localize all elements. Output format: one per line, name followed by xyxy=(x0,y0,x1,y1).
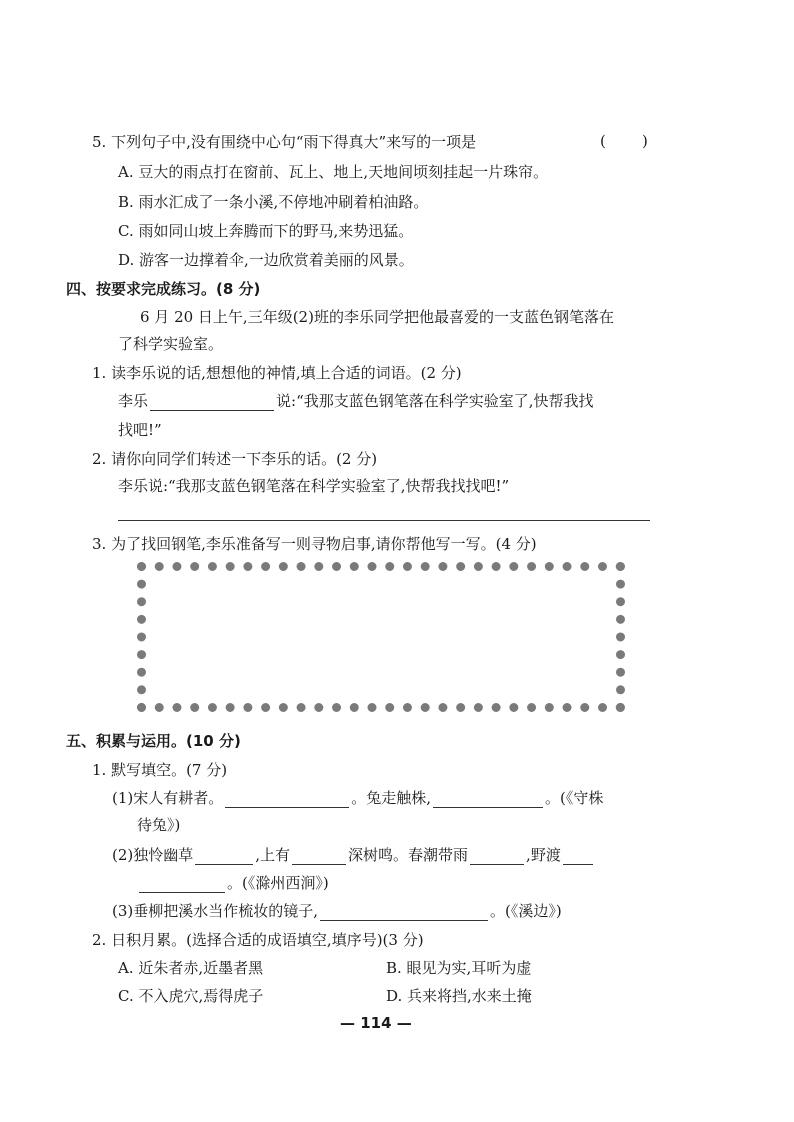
s5-q1-item2-text-d: ,野渡 xyxy=(526,846,561,864)
s5-q1-item2-text-c: 深树鸣。春潮带雨 xyxy=(348,846,469,864)
s4-q1-blank[interactable] xyxy=(150,394,274,411)
s5-q1-item3-source: 。(《溪边》) xyxy=(490,902,562,920)
s5-q2-option-c: C. 不入虎穴,焉得虎子 xyxy=(118,987,264,1005)
s5-q1-item2-blank-5[interactable] xyxy=(139,876,225,893)
q5-option-a: A. 豆大的雨点打在窗前、瓦上、地上,天地间顷刻挂起一片珠帘。 xyxy=(118,163,549,181)
s5-q2-option-a: A. 近朱者赤,近墨者黑 xyxy=(118,959,264,977)
q5-option-c: C. 雨如同山坡上奔腾而下的野马,来势迅猛。 xyxy=(118,222,414,240)
s4-q1-quote: 说:“我那支蓝色钢笔落在科学实验室了,快帮我找 xyxy=(276,392,594,410)
section-4-intro-line2: 了科学实验室。 xyxy=(118,335,224,353)
s5-q1-item1-source: 待兔》) xyxy=(137,816,181,834)
s5-q1-item1-blank-1[interactable] xyxy=(225,791,349,808)
s5-q1-item3-text-a: (3)垂柳把溪水当作梳妆的镜子, xyxy=(112,902,319,920)
s5-q2-stem: 2. 日积月累。(选择合适的成语填空,填序号)(3 分) xyxy=(92,931,424,949)
s4-q1-speaker: 李乐 xyxy=(118,392,149,410)
s5-q1-item2-source: 。(《滁州西涧》) xyxy=(227,874,329,892)
s4-q3-stem: 3. 为了找回钢笔,李乐准备写一则寻物启事,请你帮他写一写。(4 分) xyxy=(92,535,537,553)
section-4-intro-line1: 6 月 20 日上午,三年级(2)班的李乐同学把他最喜爱的一支蓝色钢笔落在 xyxy=(140,308,614,326)
s4-q1-stem: 1. 读李乐说的话,想想他的神情,填上合适的词语。(2 分) xyxy=(92,364,462,382)
s5-q1-item2-text-a: (2)独怜幽草 xyxy=(112,846,194,864)
s5-q1-item2-text-b: ,上有 xyxy=(255,846,291,864)
section-5-title: 五、积累与运用。(10 分) xyxy=(66,732,241,750)
s5-q1-item1 xyxy=(112,788,603,808)
page-number: — 114 — xyxy=(340,1014,412,1032)
s5-q1-item2-blank-3[interactable] xyxy=(470,848,524,865)
q5-stem: 5. 下列句子中,没有围绕中心句“雨下得真大”来写的一项是 xyxy=(92,133,477,151)
s5-q1-item2-line2 xyxy=(137,873,329,893)
s4-q2-stem: 2. 请你向同学们转述一下李乐的话。(2 分) xyxy=(92,450,378,468)
s4-q2-answer-line[interactable] xyxy=(118,520,650,521)
q5-option-d: D. 游客一边撑着伞,一边欣赏着美丽的风景。 xyxy=(118,251,414,269)
s5-q1-item1-text-a: (1)宋人有耕者。 xyxy=(112,789,224,807)
s5-q2-option-b: B. 眼见为实,耳听为虚 xyxy=(386,959,532,977)
s4-q2-quote: 李乐说:“我那支蓝色钢笔落在科学实验室了,快帮我找找吧!” xyxy=(118,477,510,495)
s5-q1-item3-blank[interactable] xyxy=(320,904,488,921)
s5-q1-item1-text-b: 。兔走触株, xyxy=(351,789,432,807)
q5-option-b: B. 雨水汇成了一条小溪,不停地冲刷着柏油路。 xyxy=(118,193,429,211)
s5-q1-item2-blank-2[interactable] xyxy=(292,848,346,865)
s5-q1-item2-blank-4[interactable] xyxy=(563,848,593,865)
s5-q1-stem: 1. 默写填空。(7 分) xyxy=(92,761,228,779)
section-4-title: 四、按要求完成练习。(8 分) xyxy=(66,280,261,298)
s5-q1-item1-blank-2[interactable] xyxy=(433,791,543,808)
s4-q1-line1 xyxy=(118,391,594,411)
s5-q1-item1-text-c: 。(《守株 xyxy=(545,789,604,807)
q5-answer-paren-close: ) xyxy=(642,132,648,150)
s5-q1-item2-blank-1[interactable] xyxy=(195,848,253,865)
s5-q2-option-d: D. 兵来将挡,水来土掩 xyxy=(386,987,532,1005)
s5-q1-item2 xyxy=(112,845,595,865)
q5-answer-paren-open: ( xyxy=(600,132,606,150)
s4-q1-line2: 找吧!” xyxy=(118,421,162,439)
s5-q1-item3 xyxy=(112,901,562,921)
lost-item-notice-frame[interactable] xyxy=(137,562,625,712)
